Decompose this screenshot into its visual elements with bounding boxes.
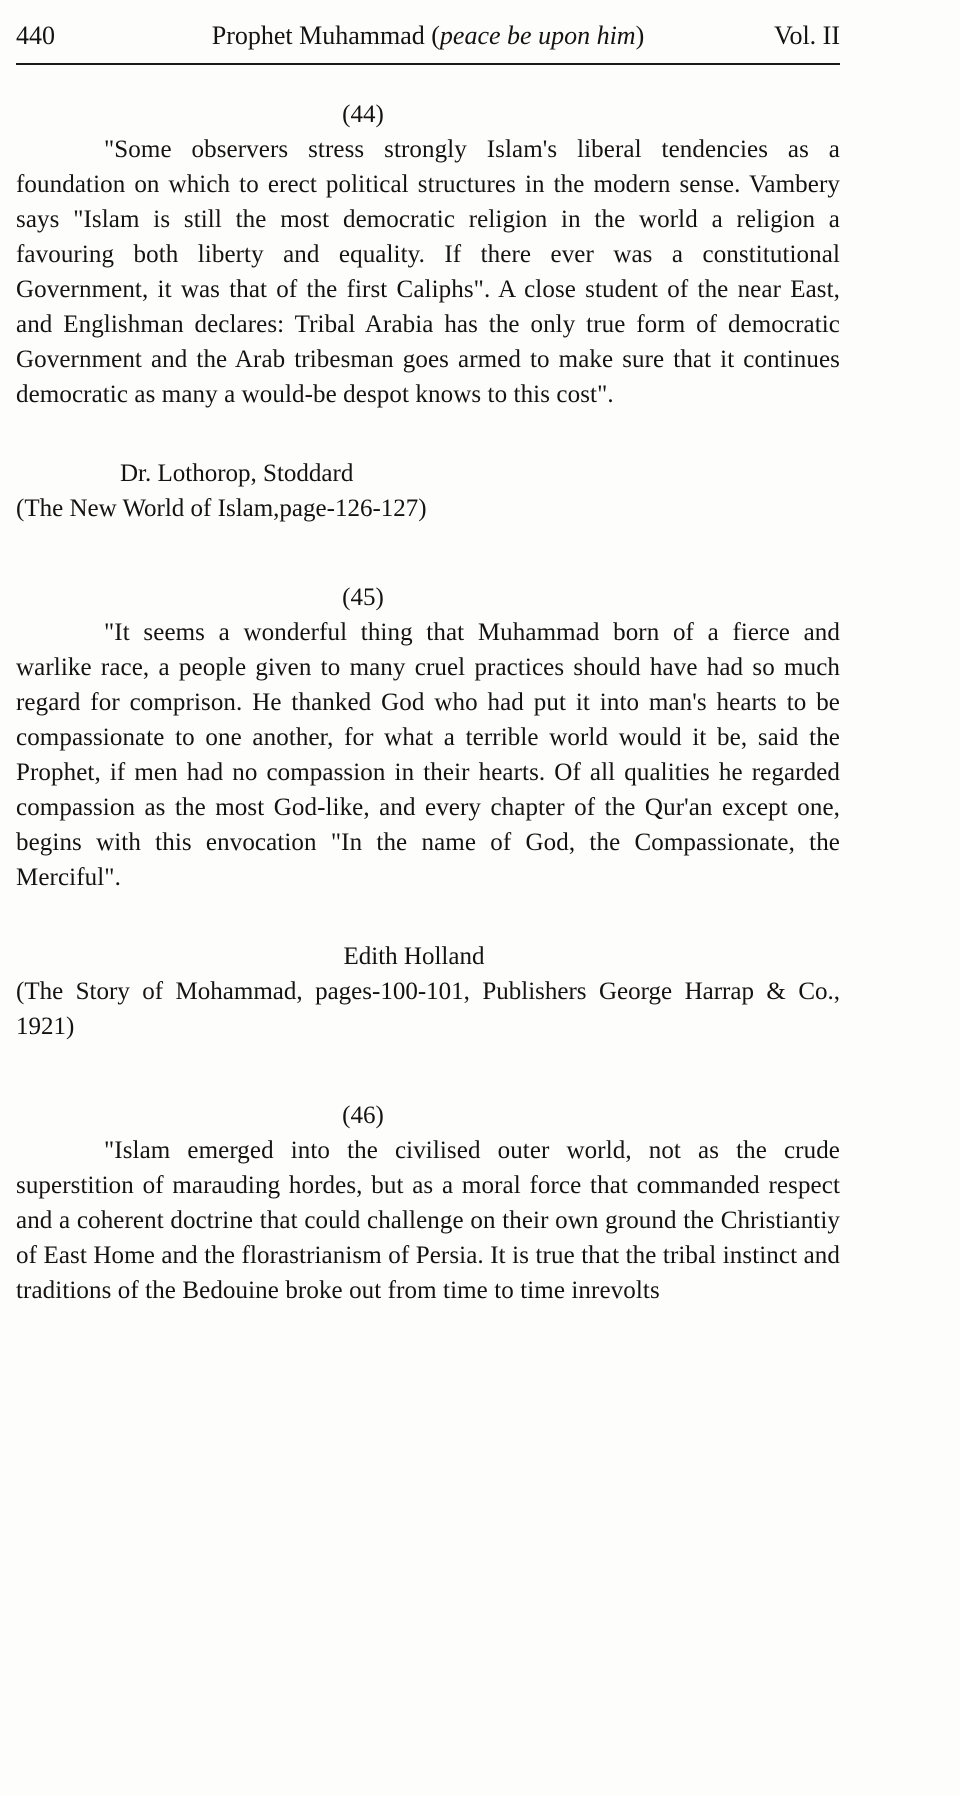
page-title-italic: peace be upon him <box>439 21 636 50</box>
quote-section-46 <box>16 1098 840 1308</box>
header-rule <box>16 63 840 65</box>
quote-number-45: (45) <box>342 584 384 611</box>
page-header <box>16 16 840 52</box>
attribution-name-45: Edith Holland <box>343 943 485 970</box>
page-title-suffix: ) <box>635 21 645 50</box>
page-content <box>16 16 840 1308</box>
quote-number-44: (44) <box>342 101 384 128</box>
volume-label: Vol. II <box>774 21 840 50</box>
quote-section-44 <box>16 97 840 526</box>
quote-section-45 <box>16 580 840 1044</box>
quote-body-45: "It seems a wonderful thing that Muhammad born of a fierce and warlike race, a people given to many cruel practices should have had so much regard for comprison. He thanked God who had put it into man's hearts to be compassionate to one another, for what a terrible world would it be, said the Prophet, if men had no compassion in their hearts. Of all qualities he regarded compassion as the most God-like, and every chapter of the Qur'an except one, begins with this envocation "In the name of God, the Compassionate, the Merciful". <box>16 619 840 891</box>
quote-body-44: "Some observers stress strongly Islam's liberal tendencies as a foundation on which to erect political structures in the modern sense. Vambery says "Islam is still the most democratic religion in the world a religion a favouring both liberty and equality. If there ever was a constitutional Government, it was that of the first Caliphs". A close student of the near East, and Englishman declares: Tribal Arabia has the only true form of democratic Government and the Arab tribesman goes armed to make sure that it continues democratic as many a would-be despot knows to this cost". <box>16 136 840 408</box>
page-title <box>146 20 710 52</box>
attribution-name-44: Dr. Lothorop, Stoddard <box>120 460 354 487</box>
quote-number-46: (46) <box>342 1102 384 1129</box>
page-title-prefix: Prophet Muhammad ( <box>211 21 440 50</box>
quote-body-46: "Islam emerged into the civilised outer world, not as the crude superstition of marauding hordes, but as a moral force that commanded respect and a coherent doctrine that could challenge on their own ground the Christiantiy of East Home and the florastrianism of Persia. It is true that the tribal instinct and traditions of the Bedouine broke out from time to time inrevolts <box>16 1137 840 1304</box>
attribution-source-44: (The New World of Islam,page-126-127) <box>16 495 427 522</box>
page-number: 440 <box>16 21 55 50</box>
attribution-source-45: (The Story of Mohammad, pages-100-101, Publishers George Harrap & Co., 1921) <box>16 978 840 1040</box>
